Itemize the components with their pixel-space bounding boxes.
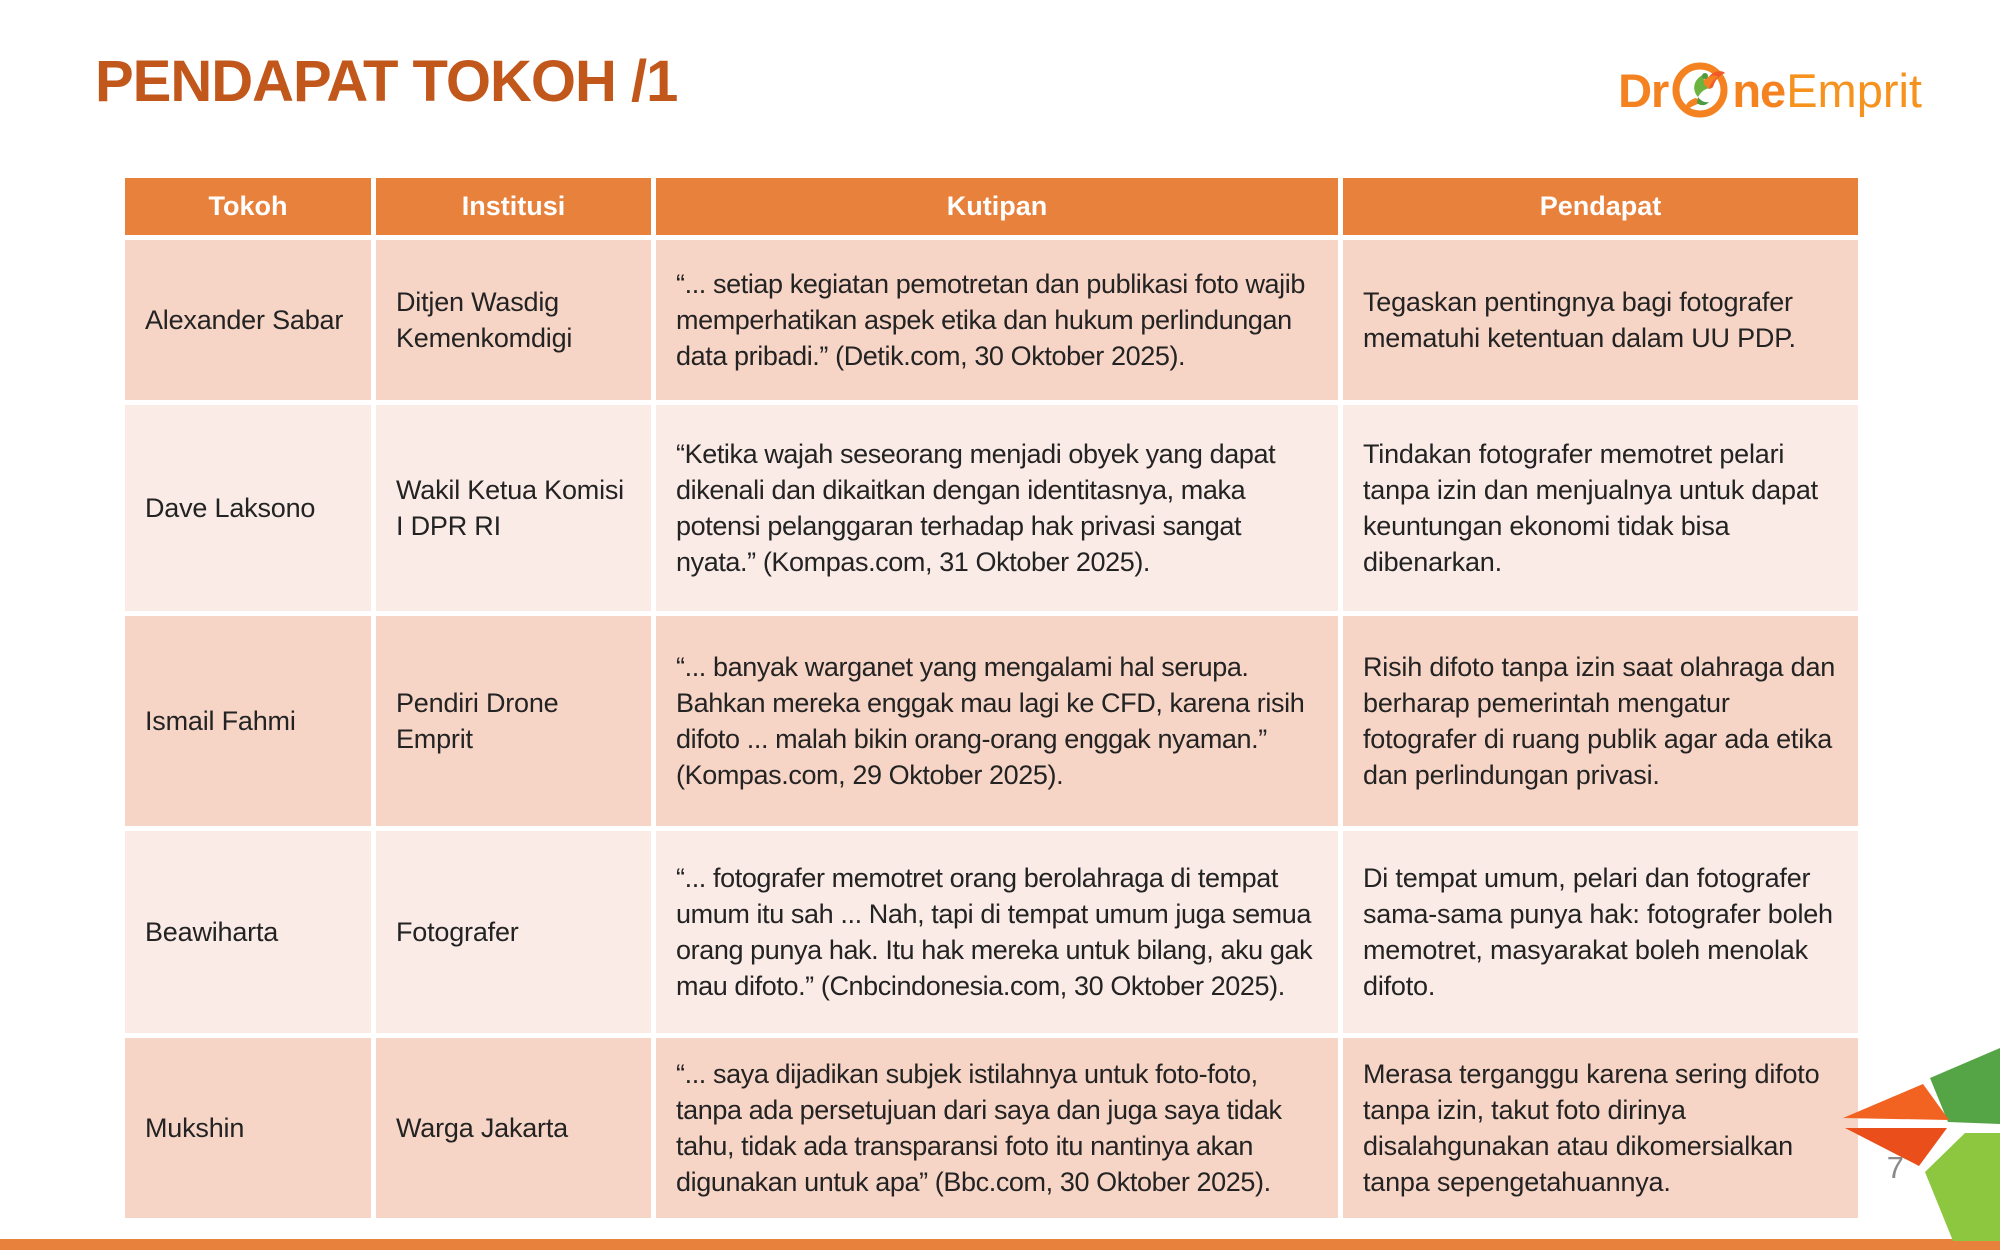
droneemprit-logo xyxy=(1618,58,1922,122)
cell-pendapat: Merasa terganggu karena sering difoto tanpa izin, takut foto dirinya disalahgunakan atau dikomersialkan tanpa sepengetahuannya. xyxy=(1343,1038,1858,1218)
cell-kutipan: “... banyak warganet yang mengalami hal serupa. Bahkan mereka enggak mau lagi ke CFD, karena risih difoto ... malah bikin orang-orang enggak nyaman.” (Kompas.com, 29 Oktober 2025). xyxy=(656,616,1338,826)
droneemprit-bird-ring-icon xyxy=(1671,61,1729,119)
cell-tokoh: Alexander Sabar xyxy=(125,240,371,400)
cell-kutipan: “Ketika wajah seseorang menjadi obyek yang dapat dikenali dan dikaitkan dengan identitasnya, maka potensi pelanggaran terhadap hak privasi sangat nyata.” (Kompas.com, 31 Oktober 2025). xyxy=(656,405,1338,611)
cell-kutipan: “... setiap kegiatan pemotretan dan publikasi foto wajib memperhatikan aspek etika dan hukum perlindungan data pribadi.” (Detik.com, 30 Oktober 2025). xyxy=(656,240,1338,400)
cell-pendapat: Di tempat umum, pelari dan fotografer sama-sama punya hak: fotografer boleh memotret, masyarakat boleh menolak difoto. xyxy=(1343,831,1858,1033)
cell-institusi: Pendiri Drone Emprit xyxy=(376,616,651,826)
bottom-accent-bar xyxy=(0,1239,2000,1250)
page-number: 7 xyxy=(1886,1150,1904,1185)
cell-institusi: Wakil Ketua Komisi I DPR RI xyxy=(376,405,651,611)
cell-pendapat: Tegaskan pentingnya bagi fotografer mematuhi ketentuan dalam UU PDP. xyxy=(1343,240,1858,400)
page-title: PENDAPAT TOKOH /1 xyxy=(95,49,678,114)
cell-pendapat: Risih difoto tanpa izin saat olahraga dan berharap pemerintah mengatur fotografer di ruang publik agar ada etika dan perlindungan privasi. xyxy=(1343,616,1858,826)
column-header-institusi: Institusi xyxy=(376,178,651,235)
cell-tokoh: Ismail Fahmi xyxy=(125,616,371,826)
column-header-tokoh: Tokoh xyxy=(125,178,371,235)
cell-institusi: Warga Jakarta xyxy=(376,1038,651,1218)
column-header-pendapat: Pendapat xyxy=(1343,178,1858,235)
cell-tokoh: Mukshin xyxy=(125,1038,371,1218)
cell-kutipan: “... saya dijadikan subjek istilahnya untuk foto-foto, tanpa ada persetujuan dari saya dan juga saya tidak tahu, tidak ada transparansi foto itu nantinya akan digunakan untuk apa” (Bbc.com, 30 Oktober 2025). xyxy=(656,1038,1338,1218)
cell-institusi: Fotografer xyxy=(376,831,651,1033)
logo-text-dr: Dr xyxy=(1618,63,1669,117)
column-header-kutipan: Kutipan xyxy=(656,178,1338,235)
logo-text-emprit: Emprit xyxy=(1786,63,1922,117)
cell-institusi: Ditjen Wasdig Kemenkomdigi xyxy=(376,240,651,400)
cell-kutipan: “... fotografer memotret orang berolahraga di tempat umum itu sah ... Nah, tapi di tempat umum juga semua orang punya hak. Itu hak mereka untuk bilang, aku gak mau difoto.” (Cnbcindonesia.com, 30 Oktober 2025). xyxy=(656,831,1338,1033)
cell-tokoh: Beawiharta xyxy=(125,831,371,1033)
corner-pinwheel-decoration xyxy=(1835,1036,2000,1241)
logo-text-ne: ne xyxy=(1732,63,1786,117)
opinions-table xyxy=(125,178,1843,1218)
cell-tokoh: Dave Laksono xyxy=(125,405,371,611)
cell-pendapat: Tindakan fotografer memotret pelari tanpa izin dan menjualnya untuk dapat keuntungan ekonomi tidak bisa dibenarkan. xyxy=(1343,405,1858,611)
